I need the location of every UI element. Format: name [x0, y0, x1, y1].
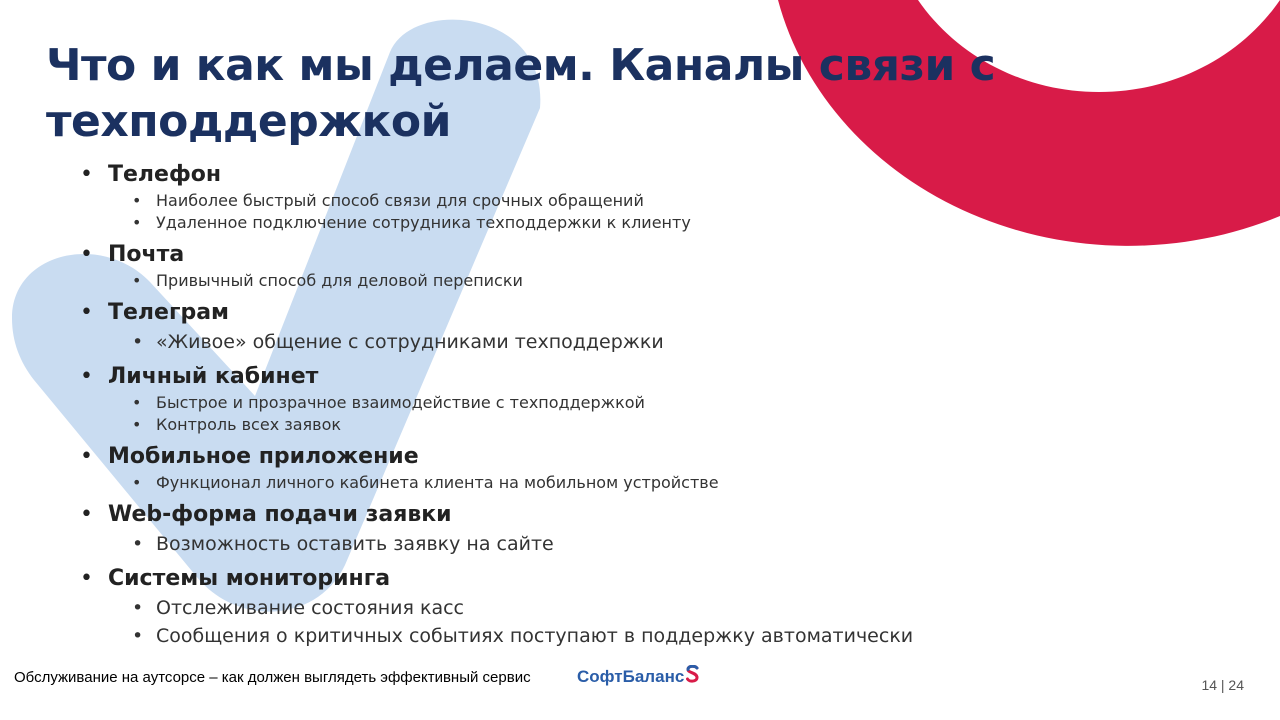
sub-item: • Возможность оставить заявку на сайте	[80, 530, 1080, 558]
list-item-monitoring	[80, 564, 1080, 650]
item-title-phone: • Телефон	[80, 160, 1080, 190]
softbalance-logo-icon	[577, 665, 699, 688]
logo-mark-icon	[686, 665, 699, 683]
sub-item: • Сообщения о критичных событиях поступают в поддержку автоматически	[80, 622, 1080, 650]
sub-item: • Функционал личного кабинета клиента на мобильном устройстве	[80, 472, 1080, 494]
list-item-cabinet	[80, 362, 1080, 436]
sub-item: • «Живое» общение с сотрудниками техподдержки	[80, 328, 1080, 356]
list-item-mobile-app	[80, 442, 1080, 494]
list-item-phone	[80, 160, 1080, 234]
item-title-cabinet: • Личный кабинет	[80, 362, 1080, 392]
page-title	[46, 38, 1146, 150]
sub-item: • Быстрое и прозрачное взаимодействие с техподдержкой	[80, 392, 1080, 414]
title-line-1: Что и как мы делаем. Каналы связи с	[46, 40, 996, 91]
item-title-mail: • Почта	[80, 240, 1080, 270]
logo-mark	[686, 665, 699, 688]
channels-list	[80, 160, 1080, 650]
item-title-telegram: • Телеграм	[80, 298, 1080, 328]
sub-item: • Наиболее быстрый способ связи для срочных обращений	[80, 190, 1080, 212]
sub-item: • Отслеживание состояния касс	[80, 594, 1080, 622]
footer-caption: Обслуживание на аутсорсе – как должен выглядеть эффективный сервис	[14, 669, 531, 686]
page-number: 14 | 24	[1201, 677, 1244, 693]
sub-item: • Контроль всех заявок	[80, 414, 1080, 436]
list-item-mail	[80, 240, 1080, 292]
item-title-web-form: • Web-форма подачи заявки	[80, 500, 1080, 530]
item-title-monitoring: • Системы мониторинга	[80, 564, 1080, 594]
list-item-telegram	[80, 298, 1080, 356]
title-line-2: техподдержкой	[46, 96, 451, 147]
item-title-mobile-app: • Мобильное приложение	[80, 442, 1080, 472]
sub-item: • Привычный способ для деловой переписки	[80, 270, 1080, 292]
sub-item: • Удаленное подключение сотрудника техподдержки к клиенту	[80, 212, 1080, 234]
logo-text: СофтБаланс	[577, 666, 685, 686]
list-item-web-form	[80, 500, 1080, 558]
